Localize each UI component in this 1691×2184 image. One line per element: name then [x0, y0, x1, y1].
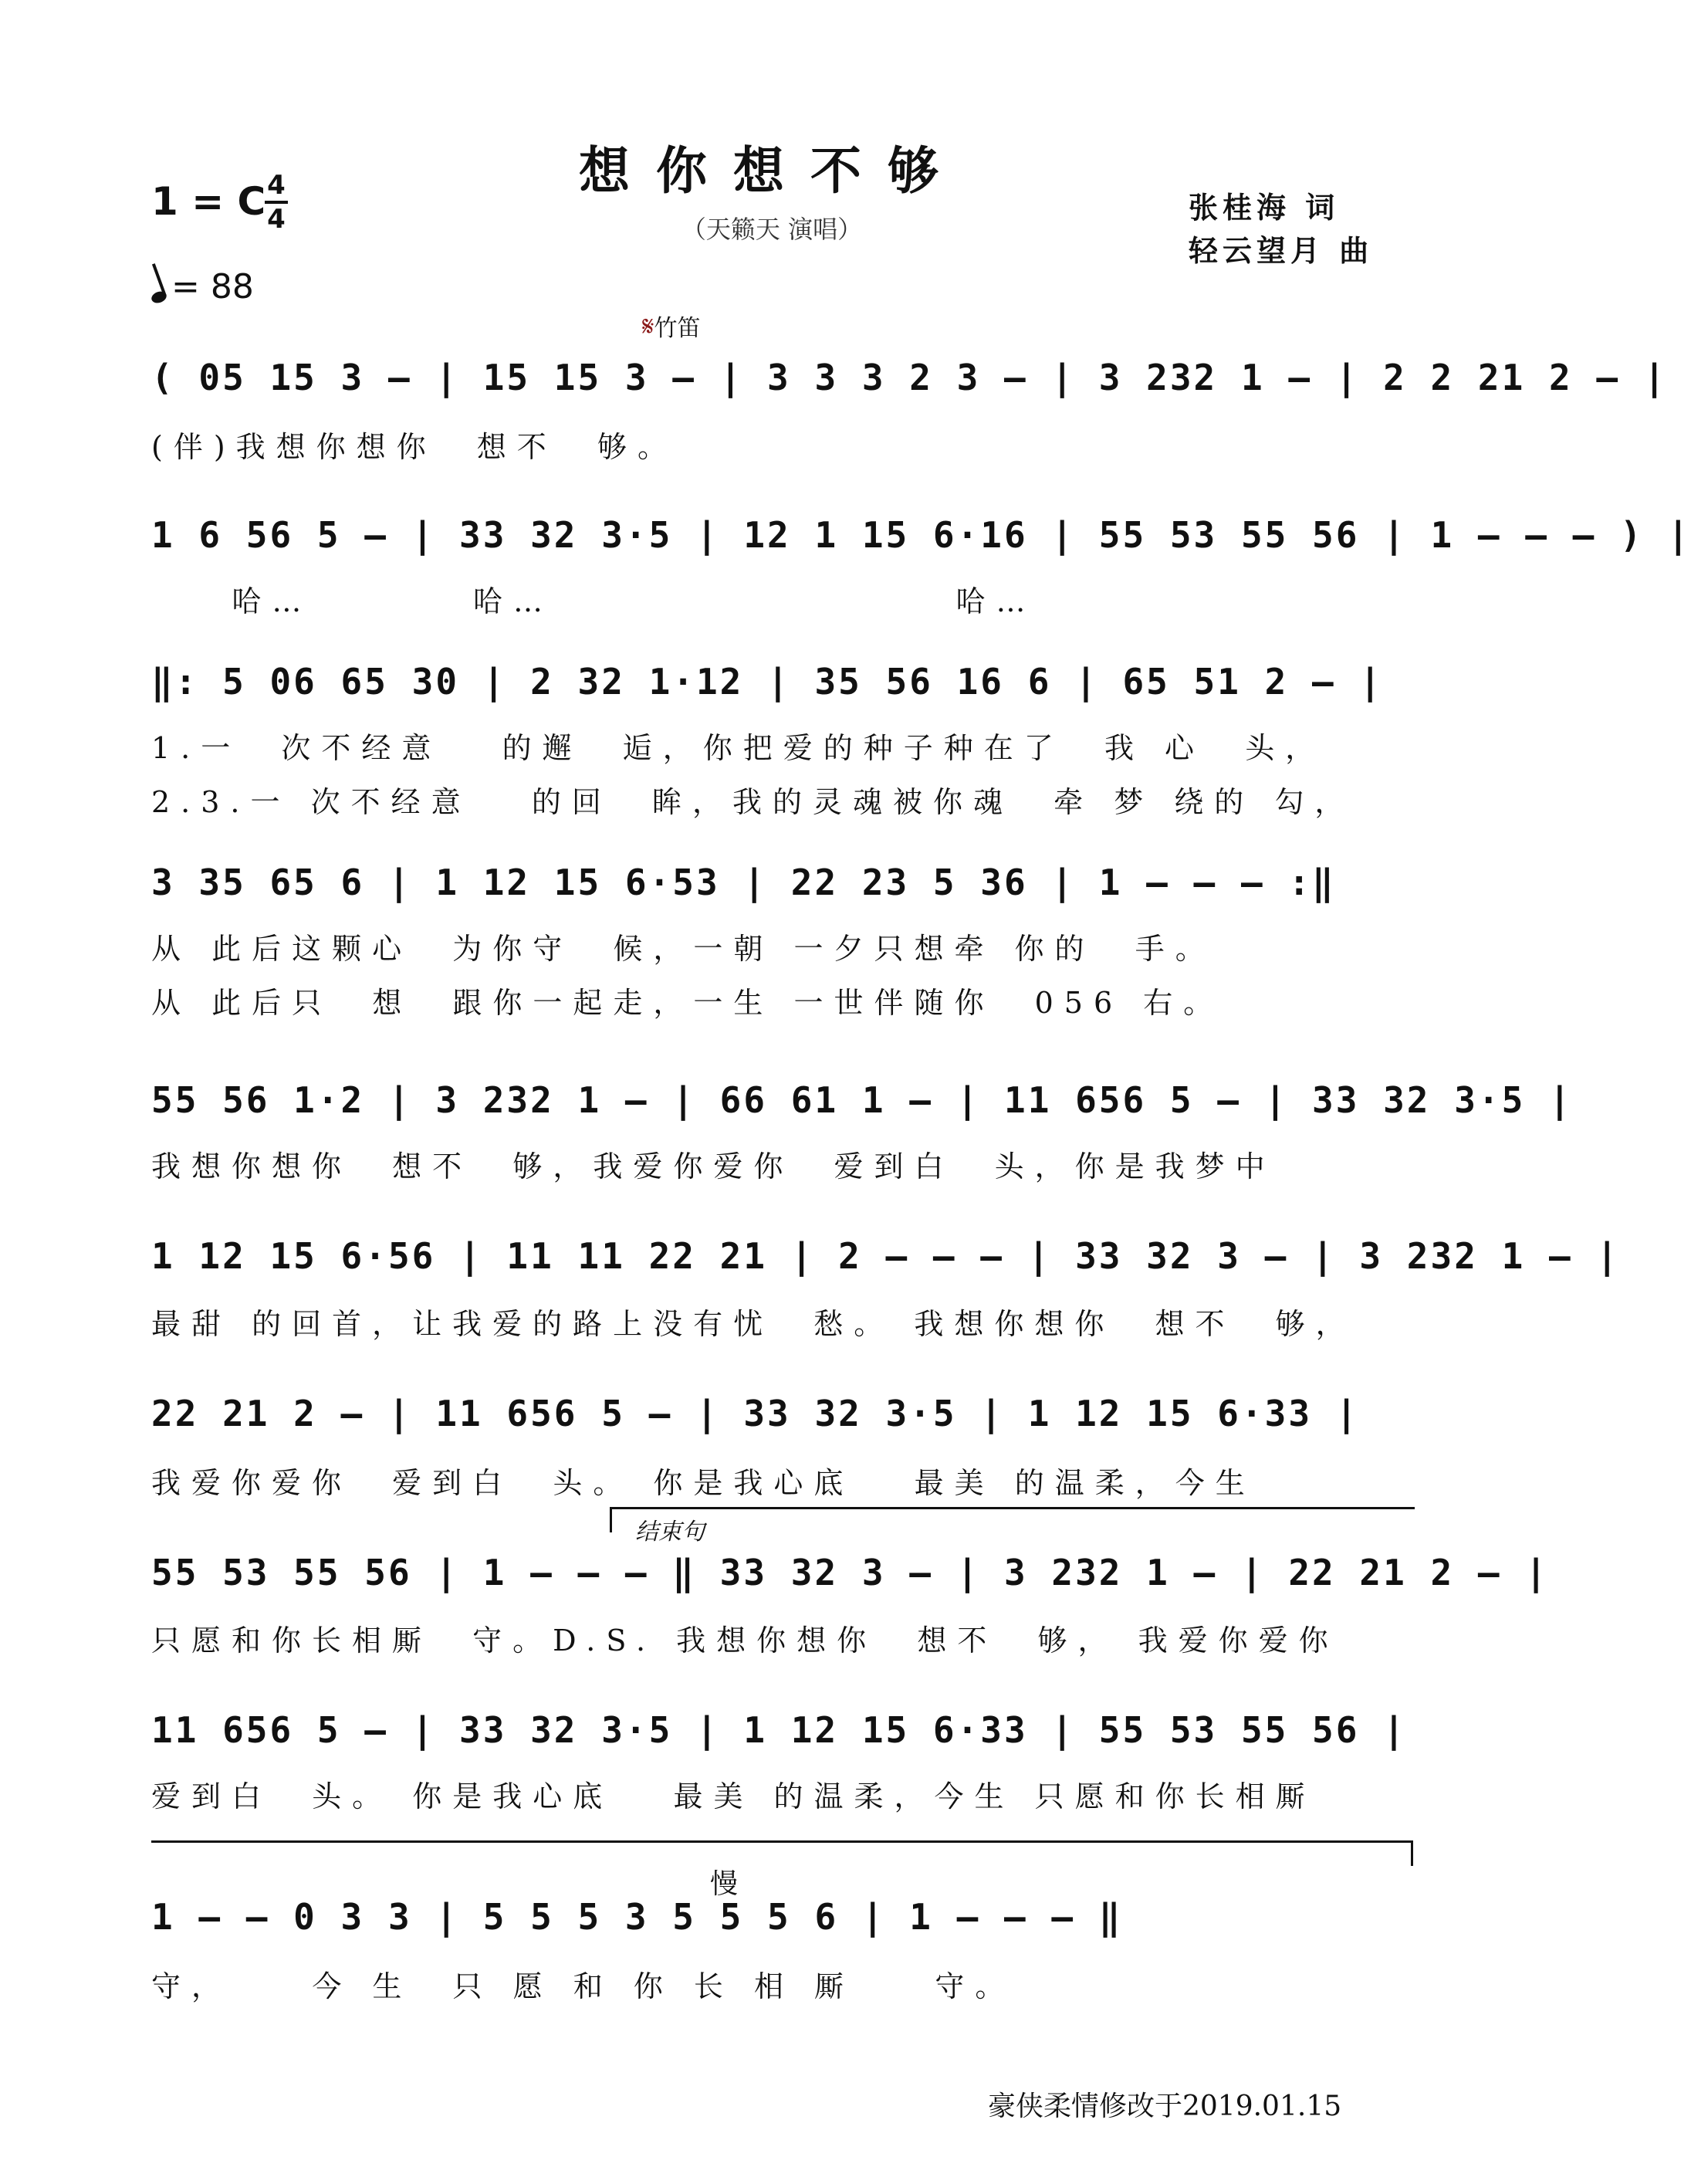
time-sig-top: 4 — [267, 170, 286, 201]
notation-line-9: 11 656 5 – | 33 32 3·5 | 1 12 15 6·33 | 55 53 55 56 | — [151, 1709, 1407, 1751]
ending-label: 结束句 — [635, 1519, 705, 1546]
lyrics-line-3a: 1.一 次不经意 的邂 逅，你把爱的种子种在了 我 心 头， — [151, 731, 1326, 765]
ending-bracket — [610, 1507, 1415, 1546]
notation-line-10: 1 – – 0 3 3 | 5 5 5 3 5 5 5 6 | 1 – – – ‖ — [151, 1896, 1123, 1938]
key-signature: 1 = C — [151, 179, 266, 224]
lyrics-line-1: (伴)我想你想你 想不 够。 — [151, 430, 678, 464]
notation-line-3: ‖: 5 06 65 30 | 2 32 1·12 | 35 56 16 6 | 65 51 2 – | — [151, 661, 1384, 703]
lyrics-line-9: 爱到白 头。 你是我心底 最美 的温柔，今生 只愿和你长相厮 — [151, 1779, 1316, 1813]
lyrics-line-7: 我爱你爱你 爱到白 头。 你是我心底 最美 的温柔，今生 — [151, 1466, 1256, 1500]
tempo-value: = 88 — [171, 267, 254, 306]
lyricist-credit: 张桂海 词 — [1189, 190, 1340, 225]
notation-line-7: 22 21 2 – | 11 656 5 – | 33 32 3·5 | 1 12 15 6·33 | — [151, 1393, 1360, 1434]
lyrics-line-8: 只愿和你长相厮 守。D.S. 我想你想你 想不 够， 我爱你爱你 — [151, 1624, 1339, 1657]
lyrics-line-10: 守， 今 生 只 愿 和 你 长 相 厮 守。 — [151, 1969, 1016, 2003]
segno-sign — [642, 309, 700, 344]
song-title: 想你想不够 — [579, 141, 965, 201]
notation-line-6: 1 12 15 6·56 | 11 11 22 21 | 2 – – – | 33 32 3 – | 3 232 1 – | — [151, 1235, 1621, 1277]
final-bracket — [151, 1840, 1413, 1866]
lyrics-line-6: 最甜 的回首，让我爱的路上没有忧 愁。 我想你想你 想不 够， — [151, 1307, 1356, 1341]
instrument-label: 竹笛 — [654, 315, 701, 342]
segno-icon: 𝄋 — [642, 311, 654, 343]
notation-line-2: 1 6 56 5 – | 33 32 3·5 | 12 1 15 6·16 | 55 53 55 56 | 1 – – – ) | — [151, 514, 1691, 556]
notation-line-4: 3 35 65 6 | 1 12 15 6·53 | 22 23 5 36 | 1 – – – :‖ — [151, 862, 1336, 903]
revision-footer: 豪侠柔情修改于2019.01.15 — [988, 2091, 1342, 2122]
lyrics-line-2: 哈… 哈… 哈… — [151, 584, 1037, 618]
lyrics-line-3b: 2.3.一 次不经意 的回 眸，我的灵魂被你魂 牵 梦 绕的 勾， — [151, 785, 1355, 819]
lyrics-line-5: 我想你想你 想不 够，我爱你爱你 爱到白 头，你是我梦中 — [151, 1150, 1276, 1183]
notation-line-5: 55 56 1·2 | 3 232 1 – | 66 61 1 – | 11 656 5 – | 33 32 3·5 | — [151, 1079, 1573, 1121]
lyrics-line-4b: 从 此后只 想 跟你一起走，一生 一世伴随你 056 右。 — [151, 986, 1224, 1020]
composer-credit: 轻云望月 曲 — [1189, 233, 1374, 268]
tempo-marking — [151, 267, 254, 306]
lyrics-line-4a: 从 此后这颗心 为你守 候，一朝 一夕只想牵 你的 手。 — [151, 932, 1216, 966]
slow-marking: 慢 — [710, 1868, 739, 1900]
quarter-note-icon — [150, 290, 168, 305]
notation-line-1: ( 05 15 3 – | 15 15 3 – | 3 3 3 2 3 – | 3 232 1 – | 2 2 21 2 – | — [151, 357, 1668, 398]
time-sig-bottom: 4 — [267, 204, 286, 235]
performer-subtitle: （天籁天 演唱） — [681, 215, 863, 244]
notation-line-8: 55 53 55 56 | 1 – – – ‖ 33 32 3 – | 3 232 1 – | 22 21 2 – | — [151, 1552, 1549, 1593]
time-signature — [261, 171, 292, 233]
